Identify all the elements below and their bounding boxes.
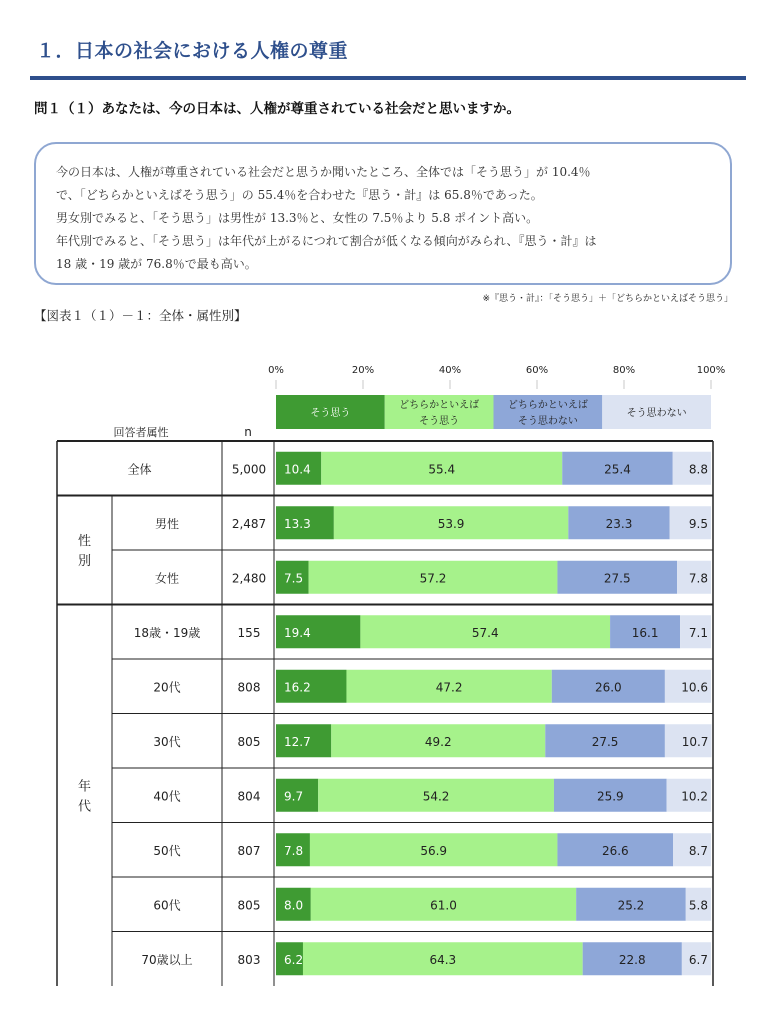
row-n: 803 — [237, 952, 261, 967]
data-label: 10.2 — [681, 789, 708, 804]
data-label: 25.4 — [604, 462, 631, 477]
data-label: 13.3 — [284, 516, 311, 531]
data-label: 25.9 — [596, 789, 624, 804]
group-label: 性 — [77, 534, 92, 549]
question-text: 問１（１）あなたは、今の日本は、人権が尊重されている社会だと思いますか。 — [34, 101, 520, 117]
data-label: 7.5 — [284, 571, 304, 586]
x-tick-label: 40% — [438, 365, 462, 376]
row-label: 全体 — [127, 462, 152, 477]
header-n: n — [244, 425, 252, 439]
data-label: 10.7 — [681, 734, 709, 749]
group-label: 代 — [77, 799, 92, 815]
row-n: 155 — [237, 625, 261, 640]
x-tick-label: 80% — [612, 365, 636, 376]
legend-label: そう思わない — [517, 416, 578, 427]
figure-caption: 【図表１（１）－１：全体・属性別】 — [34, 308, 247, 323]
data-label: 5.8 — [688, 898, 708, 913]
legend-label: どちらかといえば — [399, 400, 480, 411]
row-label: 60代 — [153, 898, 181, 913]
group-label: 年 — [77, 779, 92, 795]
data-label: 16.1 — [631, 625, 659, 640]
data-label: 8.0 — [284, 898, 304, 913]
row-n: 2,480 — [231, 571, 267, 586]
row-label: 70歳以上 — [141, 952, 193, 967]
data-label: 16.2 — [284, 680, 311, 695]
group-label: 別 — [77, 554, 92, 569]
data-label: 10.6 — [681, 680, 708, 695]
data-label: 54.2 — [422, 789, 450, 804]
row-n: 804 — [237, 789, 261, 804]
row-label: 女性 — [154, 571, 180, 586]
data-label: 61.0 — [430, 898, 457, 913]
data-label: 64.3 — [429, 952, 457, 967]
row-n: 805 — [237, 898, 261, 913]
row-label: 40代 — [153, 789, 181, 804]
data-label: 27.5 — [603, 571, 631, 586]
data-label: 47.2 — [435, 680, 463, 695]
data-label: 12.7 — [284, 734, 311, 749]
footnote: ※『思う・計』：「そう思う」＋「どちらかといえばそう思う」 — [482, 294, 733, 304]
section-title: １．日本の社会における人権の尊重 — [36, 40, 349, 62]
x-tick-label: 0% — [268, 365, 284, 376]
row-label: 30代 — [153, 734, 181, 749]
row-n: 2,487 — [231, 516, 267, 531]
row-label: 18歳・19歳 — [133, 625, 201, 640]
data-label: 23.3 — [605, 516, 633, 531]
data-label: 10.4 — [284, 462, 311, 477]
row-label: 20代 — [153, 680, 181, 695]
data-label: 7.8 — [688, 571, 708, 586]
row-n: 807 — [237, 843, 261, 858]
data-label: 55.4 — [428, 462, 456, 477]
x-tick-label: 100% — [696, 365, 726, 376]
data-label: 26.6 — [601, 843, 629, 858]
data-label: 22.8 — [618, 952, 646, 967]
summary-line-2: で、「どちらかといえばそう思う」の 55.4％を合わせた『思う・計』は 65.8％であった。 — [56, 188, 543, 202]
data-label: 25.2 — [617, 898, 645, 913]
summary-line-5: 18 歳・19 歳が 76.8％で最も高い。 — [56, 257, 257, 271]
data-label: 26.0 — [594, 680, 622, 695]
x-tick-label: 60% — [525, 365, 549, 376]
data-label: 19.4 — [284, 625, 311, 640]
data-label: 49.2 — [424, 734, 452, 749]
summary-line-4: 年代別でみると、「そう思う」は年代が上がるにつれて割合が低くなる傾向がみられ、『思う・計』は — [56, 234, 597, 248]
x-tick-label: 20% — [351, 365, 375, 376]
data-label: 56.9 — [420, 843, 448, 858]
data-label: 8.8 — [688, 462, 708, 477]
row-n: 5,000 — [231, 462, 267, 477]
summary-line-1: 今の日本は、人権が尊重されている社会だと思うか聞いたところ、全体では「そう思う」が 10.4％ — [56, 165, 591, 179]
data-label: 6.2 — [284, 952, 304, 967]
row-label: 50代 — [153, 843, 181, 858]
data-label: 7.1 — [688, 625, 708, 640]
data-label: 57.4 — [471, 625, 499, 640]
data-label: 53.9 — [437, 516, 465, 531]
summary-line-3: 男女別でみると、「そう思う」は男性が 13.3％と、女性の 7.5％より 5.8 ポイント高い。 — [56, 211, 539, 225]
data-label: 27.5 — [591, 734, 619, 749]
legend-label: どちらかといえば — [507, 400, 588, 411]
data-label: 6.7 — [688, 952, 708, 967]
legend-label: そう思わない — [626, 408, 687, 419]
legend-label: そう思う — [310, 408, 351, 419]
data-label: 9.7 — [284, 789, 304, 804]
data-label: 7.8 — [284, 843, 304, 858]
data-label: 9.5 — [688, 516, 708, 531]
row-label: 男性 — [154, 516, 180, 531]
legend-label: そう思う — [419, 416, 460, 427]
row-n: 805 — [237, 734, 261, 749]
data-label: 8.7 — [688, 843, 708, 858]
row-n: 808 — [237, 680, 261, 695]
data-label: 57.2 — [419, 571, 447, 586]
header-attribute: 回答者属性 — [113, 426, 169, 439]
